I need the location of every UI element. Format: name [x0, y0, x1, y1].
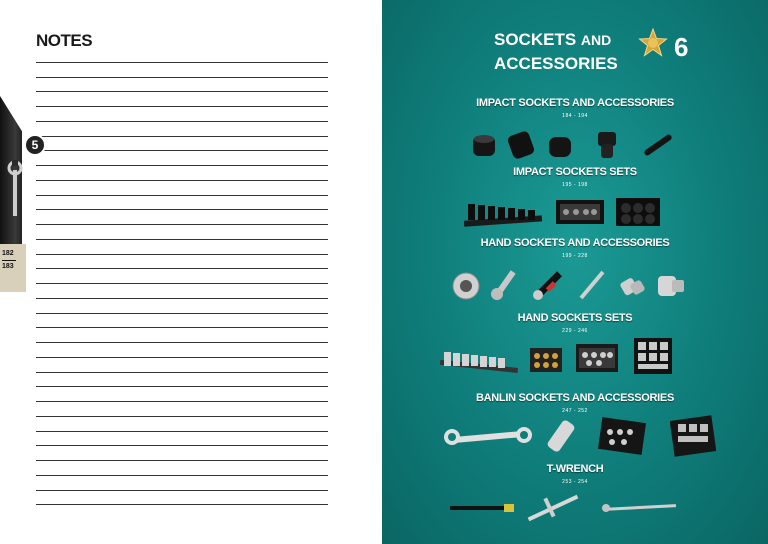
note-line [36, 151, 328, 166]
section-title: T-WRENCH [546, 463, 604, 475]
note-line [36, 299, 328, 314]
hand-socket-rail-icon [440, 346, 520, 374]
section-title: BANLIN SOCKETS AND ACCESSORIES [476, 392, 674, 404]
note-line [36, 387, 328, 402]
impact-sockets-images [382, 128, 768, 162]
extension-bar-icon [572, 268, 612, 302]
section-pages: 229 - 246 [562, 328, 588, 334]
note-line [36, 358, 328, 373]
section-t-wrench [382, 463, 768, 485]
impact-socket-icon-2 [546, 134, 576, 160]
breaker-bar-icon [600, 498, 680, 518]
section-pages: 247 - 252 [562, 408, 588, 414]
torque-ratchet-icon [528, 268, 574, 302]
note-line [36, 107, 328, 122]
large-tool-case-icon [632, 336, 674, 376]
section-banlin-sockets [382, 392, 768, 414]
page-number-bottom: 183 [2, 263, 14, 270]
banlin-socket-case-icon [598, 416, 646, 456]
note-line [36, 314, 328, 329]
t-wrench-icon [524, 494, 584, 522]
section-impact-sockets-sets [382, 166, 768, 188]
banlin-sockets-images [382, 414, 768, 460]
note-line [36, 122, 328, 137]
chapter-number: 6 [674, 32, 689, 62]
note-line [36, 284, 328, 299]
note-line [36, 269, 328, 284]
section-hand-sockets-sets [382, 312, 768, 334]
note-line [36, 63, 328, 78]
note-line [36, 461, 328, 476]
section-pages: 184 - 194 [562, 113, 588, 119]
note-line [36, 181, 328, 196]
hand-socket-icon [450, 270, 482, 302]
section-impact-sockets [382, 97, 768, 119]
spark-plug-socket-icon [542, 418, 582, 456]
wrench-icon [6, 160, 24, 220]
note-line [36, 240, 328, 255]
note-line [36, 48, 328, 63]
small-socket-case-icon [528, 344, 564, 376]
hand-sockets-sets-images [382, 336, 768, 378]
notes-lines [36, 48, 328, 505]
ratchet-icon [486, 268, 526, 302]
deep-impact-socket-icon [506, 130, 538, 160]
page-number-top: 182 [2, 250, 14, 257]
page-number-divider [2, 260, 16, 261]
section-pages: 195 - 198 [562, 182, 588, 188]
note-line [36, 225, 328, 240]
socket-case-icon [574, 342, 620, 374]
note-line [36, 255, 328, 270]
note-line [36, 137, 328, 152]
note-line [36, 166, 328, 181]
socket-rail-set-icon [464, 202, 544, 228]
section-pages: 199 - 228 [562, 253, 588, 259]
note-line [36, 92, 328, 107]
combination-wrench-icon [442, 424, 534, 450]
note-line [36, 476, 328, 491]
impact-sockets-sets-images [382, 194, 768, 230]
t-wrench-images [382, 494, 768, 524]
note-line [36, 210, 328, 225]
note-line [36, 491, 328, 506]
universal-joint-icon [616, 270, 648, 302]
note-line [36, 196, 328, 211]
socket-adapter-icon [654, 270, 688, 302]
note-line [36, 328, 328, 343]
section-hand-sockets [382, 237, 768, 259]
section-title: IMPACT SOCKETS SETS [513, 166, 637, 178]
right-page [382, 0, 768, 544]
notes-title: NOTES [36, 31, 93, 50]
impact-socket-case-icon [554, 194, 606, 228]
note-line [36, 402, 328, 417]
note-line [36, 78, 328, 93]
note-line [36, 417, 328, 432]
impact-socket-case-icon-2 [614, 194, 664, 230]
left-page [0, 0, 382, 544]
section-title: IMPACT SOCKETS AND ACCESSORIES [476, 97, 674, 109]
section-title: HAND SOCKETS AND ACCESSORIES [480, 237, 670, 249]
chapter-header [494, 28, 618, 75]
section-title: HAND SOCKETS SETS [517, 312, 633, 324]
header-accessories: ACCESSORIES [494, 54, 618, 73]
hand-sockets-images [382, 268, 768, 304]
impact-adapter-icon [592, 130, 624, 160]
star-badge-icon [638, 28, 668, 58]
banlin-tool-case-icon [670, 414, 716, 458]
impact-extension-icon [638, 130, 678, 160]
header-sockets: SOCKETS [494, 30, 577, 49]
header-and: AND [580, 32, 612, 48]
note-line [36, 343, 328, 358]
impact-socket-icon [470, 132, 500, 160]
sliding-t-bar-icon [448, 502, 518, 516]
note-line [36, 432, 328, 447]
section-pages: 253 - 254 [562, 479, 588, 485]
note-line [36, 373, 328, 388]
note-line [36, 446, 328, 461]
chapter-badge: 5 [24, 134, 46, 156]
